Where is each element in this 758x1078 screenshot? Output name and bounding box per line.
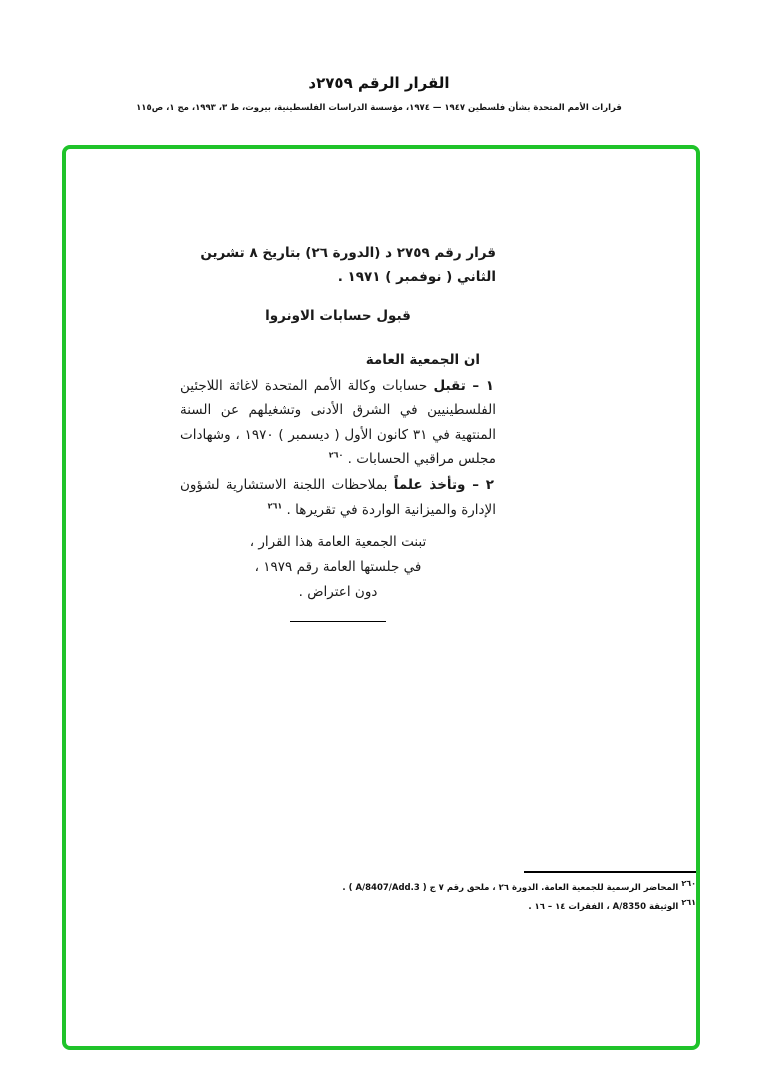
resolution-heading: قرار رقم ٢٧٥٩ د (الدورة ٢٦) بتاريخ ٨ تشرين الثاني ( نوفمبر ) ١٩٧١ .	[200, 245, 496, 286]
page-title: القرار الرقم ٢٧٥٩د	[308, 74, 450, 92]
resolution-opening: ان الجمعية العامة	[365, 351, 480, 368]
document-frame	[62, 145, 700, 1050]
footnote-1-number: ٢٦٠	[681, 878, 696, 888]
end-divider	[290, 621, 386, 622]
footnote-ref-261: ٢٦١	[267, 501, 283, 511]
page-header	[0, 74, 758, 113]
footnote-2-number: ٢٦١	[681, 898, 696, 908]
adoption-note-line-2: في جلستها العامة رقم ١٩٧٩ ،	[254, 558, 422, 575]
paragraph-2	[180, 473, 496, 522]
source-citation-line: قرارات الأمم المتحدة بشأن فلسطين ١٩٤٧ — ١٩٧٤، مؤسسة الدراسات الفلسطينية، بيروت، ط ٣، ١٩٩٣، مج ١، ص١١٥	[136, 103, 622, 113]
resolution-body	[180, 241, 496, 622]
paragraph-1-lead: ١ – تقبل	[433, 378, 495, 395]
footnote-separator	[524, 871, 696, 873]
footnote-ref-260: ٢٦٠	[328, 450, 344, 460]
paragraph-1	[180, 374, 496, 471]
footnote-1	[314, 880, 696, 896]
paragraph-1-text: حسابات وكالة الأمم المتحدة لاغاثة اللاجئين الفلسطينيين في الشرق الأدنى وتشغيلهم عن السنة المنتهية في ٣١ كانون الأول ( ديسمبر ) ١٩٧٠ ، وشهادات مجلس مراقبي الحسابات .	[180, 378, 497, 468]
footnotes-section	[310, 871, 696, 918]
adoption-note-line-3: دون اعتراض .	[298, 583, 378, 600]
resolution-subtitle: قبول حسابات الاونروا	[265, 307, 411, 324]
paragraph-2-lead: ٢ – وتأخذ علماً	[393, 477, 495, 494]
adoption-note	[180, 530, 496, 605]
paragraph-2-text: بملاحظات اللجنة الاستشارية لشؤون الإدارة والميزانية الواردة في تقريرها .	[180, 477, 496, 518]
footnote-2-text: الوثيقة A/8350 ، الفقرات ١٤ – ١٦ .	[528, 901, 679, 912]
footnote-2	[314, 899, 696, 915]
adoption-note-line-1: تبنت الجمعية العامة هذا القرار ،	[249, 533, 427, 550]
footnote-1-text: المحاضر الرسمية للجمعية العامة. الدورة ٢٦ ، ملحق رقم ٧ ج ( A/8407/Add.3 ) .	[342, 882, 679, 893]
